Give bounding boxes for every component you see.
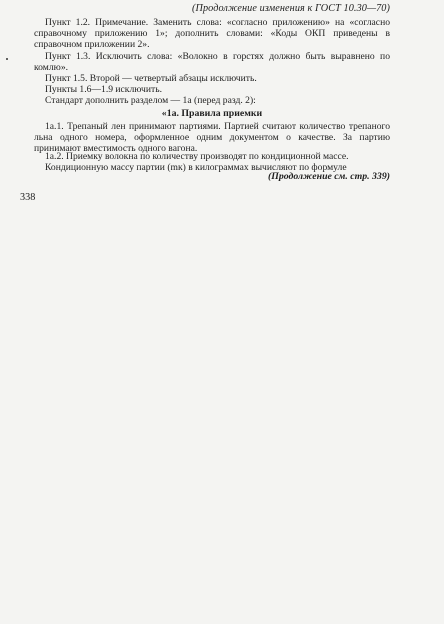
paragraph-item-1-3: Пункт 1.3. Исключить слова: «Волокно в горстях должно быть выравнено по комлю». bbox=[34, 51, 390, 74]
paragraph-add-section: Стандарт дополнить разделом — 1а (перед разд. 2): bbox=[45, 95, 256, 106]
page-number: 338 bbox=[20, 192, 36, 203]
running-header: (Продолжение изменения к ГОСТ 10.30—70) bbox=[192, 3, 390, 14]
paragraph-item-1-2: Пункт 1.2. Примечание. Заменить слова: «согласно приложению» на «согласно справочному приложению 1»; дополнить словами: «Коды ОКП приведены в справочном приложении 2». bbox=[34, 17, 390, 51]
paragraph-formula-intro: Кондиционную массу партии (mк) в килограммах вычисляют по формуле bbox=[45, 162, 347, 173]
paragraph-1a-1: 1а.1. Трепаный лен принимают партиями. Партией считают количество трепаного льна одного номера, оформленное одним документом о качестве. За партию принимают вместимость одного вагона. bbox=[34, 121, 390, 155]
margin-mark bbox=[6, 58, 8, 60]
paragraph-item-1-5: Пункт 1.5. Второй — четвертый абзацы исключить. bbox=[45, 73, 257, 84]
paragraph-1a-2: 1а.2. Приемку волокна по количеству производят по кондиционной массе. bbox=[45, 151, 349, 162]
section-heading: «1а. Правила приемки bbox=[161, 108, 263, 119]
continued-note: (Продолжение см. стр. 339) bbox=[267, 171, 390, 182]
paragraph-items-1-6-1-9: Пункты 1.6—1.9 исключить. bbox=[45, 84, 162, 95]
